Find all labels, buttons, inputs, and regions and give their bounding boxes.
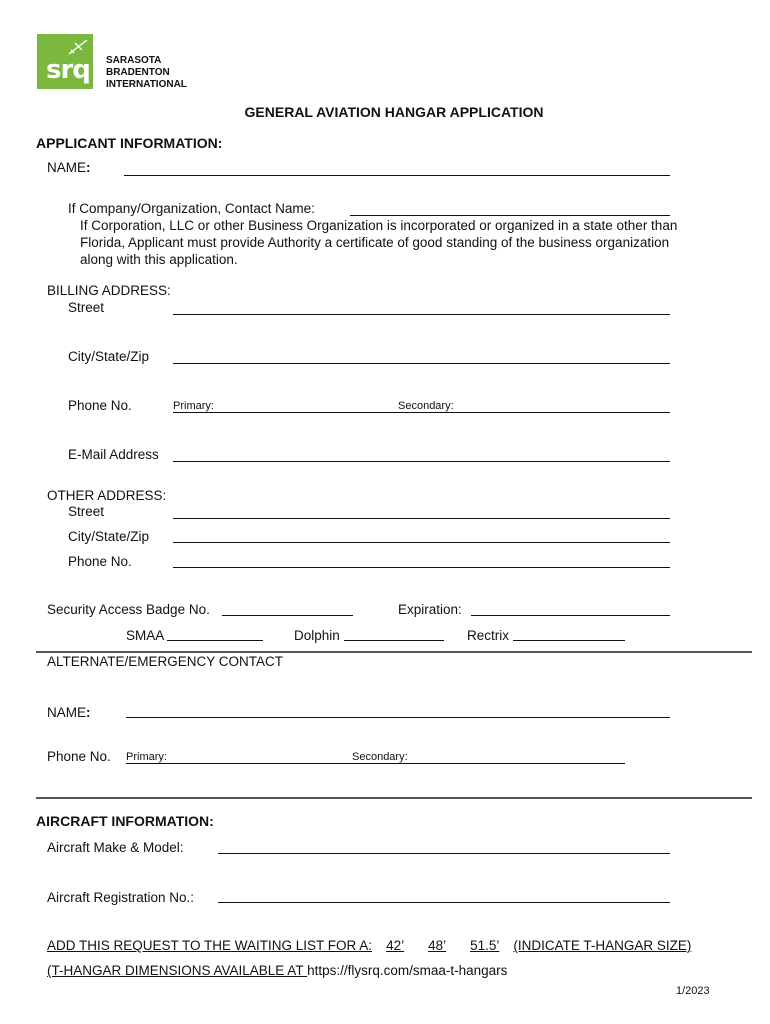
alternate-name-field[interactable]: [126, 701, 670, 717]
corp-note-line-3: along with this application.: [80, 252, 238, 267]
dolphin-field[interactable]: [344, 625, 444, 641]
secondary-phone-field[interactable]: [464, 396, 670, 412]
dolphin-underline: [344, 640, 444, 641]
alternate-secondary-field[interactable]: [420, 747, 625, 763]
billing-city-underline: [173, 363, 670, 364]
aircraft-heading: AIRCRAFT INFORMATION:: [36, 813, 214, 829]
street-label: Street: [68, 300, 105, 315]
other-phone-underline: [173, 567, 670, 568]
billing-street-underline: [173, 314, 670, 315]
expiration-field[interactable]: [471, 599, 670, 615]
other-phone-field[interactable]: [173, 551, 670, 567]
email-field[interactable]: [173, 444, 670, 460]
other-street-underline: [173, 518, 670, 519]
billing-street-field[interactable]: [173, 297, 670, 313]
waitlist-text: ADD THIS REQUEST TO THE WAITING LIST FOR A:: [47, 938, 373, 953]
city-state-zip-label: City/State/Zip: [68, 349, 150, 364]
aircraft-reg-underline: [218, 902, 670, 903]
aircraft-reg-field[interactable]: [218, 886, 670, 902]
other-street-field[interactable]: [173, 502, 670, 518]
form-title: GENERAL AVIATION HANGAR APPLICATION: [244, 104, 544, 120]
phone-label: Phone No.: [68, 398, 132, 413]
dims-line: [47, 963, 507, 979]
alternate-primary-label: Primary:: [126, 751, 167, 763]
phone-underline: [173, 412, 670, 413]
aircraft-make-underline: [218, 853, 670, 854]
primary-label: Primary:: [173, 400, 214, 412]
waitlist-line: [47, 938, 691, 954]
dims-text: (T-HANGAR DIMENSIONS AVAILABLE AT: [47, 963, 308, 978]
applicant-heading: APPLICANT INFORMATION:: [36, 135, 223, 151]
email-label: E-Mail Address: [68, 447, 159, 462]
alternate-secondary-label: Secondary:: [352, 751, 408, 763]
corp-note-line-1: If Corporation, LLC or other Business Organization is incorporated or organized in a state other than: [80, 218, 678, 233]
alternate-name-underline: [126, 717, 670, 718]
rectrix-label: Rectrix: [467, 628, 510, 643]
other-city-underline: [173, 542, 670, 543]
rectrix-field[interactable]: [513, 625, 625, 641]
name-label: NAME:: [47, 160, 91, 175]
smaa-underline: [167, 640, 263, 641]
smaa-label: SMAA: [126, 628, 165, 643]
alternate-heading: ALTERNATE/EMERGENCY CONTACT: [47, 654, 284, 669]
size-51-5-option[interactable]: 51.5’: [470, 938, 500, 953]
aircraft-make-field[interactable]: [218, 837, 670, 853]
airplane-icon: [67, 38, 89, 56]
expiration-underline: [471, 615, 670, 616]
other-city-field[interactable]: [173, 526, 670, 542]
logo-text: srq: [46, 55, 90, 85]
org-line-1: SARASOTA: [106, 55, 162, 66]
badge-underline: [222, 615, 353, 616]
company-label: If Company/Organization, Contact Name:: [68, 201, 315, 216]
smaa-field[interactable]: [167, 625, 263, 641]
section-divider-1: [36, 651, 752, 653]
alternate-phone-label: Phone No.: [47, 749, 111, 764]
billing-city-field[interactable]: [173, 346, 670, 362]
size-42-option[interactable]: 42’: [386, 938, 405, 953]
rectrix-underline: [513, 640, 625, 641]
email-underline: [173, 461, 670, 462]
contact-name-underline: [350, 215, 670, 216]
org-line-3: INTERNATIONAL: [106, 79, 187, 90]
other-phone-label: Phone No.: [68, 554, 132, 569]
secondary-label: Secondary:: [398, 400, 454, 412]
name-underline: [124, 175, 670, 176]
corp-note-line-2: Florida, Applicant must provide Authority a certificate of good standing of the business organization: [80, 235, 670, 250]
org-line-2: BRADENTON: [106, 67, 170, 78]
other-city-label: City/State/Zip: [68, 529, 150, 544]
expiration-label: Expiration:: [398, 602, 462, 617]
name-field[interactable]: [124, 158, 670, 174]
aircraft-reg-label: Aircraft Registration No.:: [47, 890, 195, 905]
contact-name-field[interactable]: [350, 199, 670, 215]
billing-address-label: BILLING ADDRESS:: [47, 283, 171, 298]
alternate-name-label: NAME:: [47, 705, 91, 720]
badge-field[interactable]: [222, 599, 353, 615]
aircraft-make-label: Aircraft Make & Model:: [47, 840, 184, 855]
size-48-option[interactable]: 48’: [428, 938, 447, 953]
alternate-phone-underline: [126, 763, 625, 764]
srq-logo: [37, 34, 93, 89]
indicate-size-text: (INDICATE T-HANGAR SIZE): [513, 938, 692, 953]
primary-phone-field[interactable]: [222, 396, 396, 412]
other-street-label: Street: [68, 504, 105, 519]
other-address-label: OTHER ADDRESS:: [47, 488, 167, 503]
footer-date: 1/2023: [676, 985, 710, 997]
alternate-primary-field[interactable]: [176, 747, 348, 763]
dims-url-link[interactable]: https://flysrq.com/smaa-t-hangars: [307, 963, 508, 978]
section-divider-2: [36, 797, 752, 799]
badge-label: Security Access Badge No.: [47, 602, 210, 617]
dolphin-label: Dolphin: [294, 628, 340, 643]
